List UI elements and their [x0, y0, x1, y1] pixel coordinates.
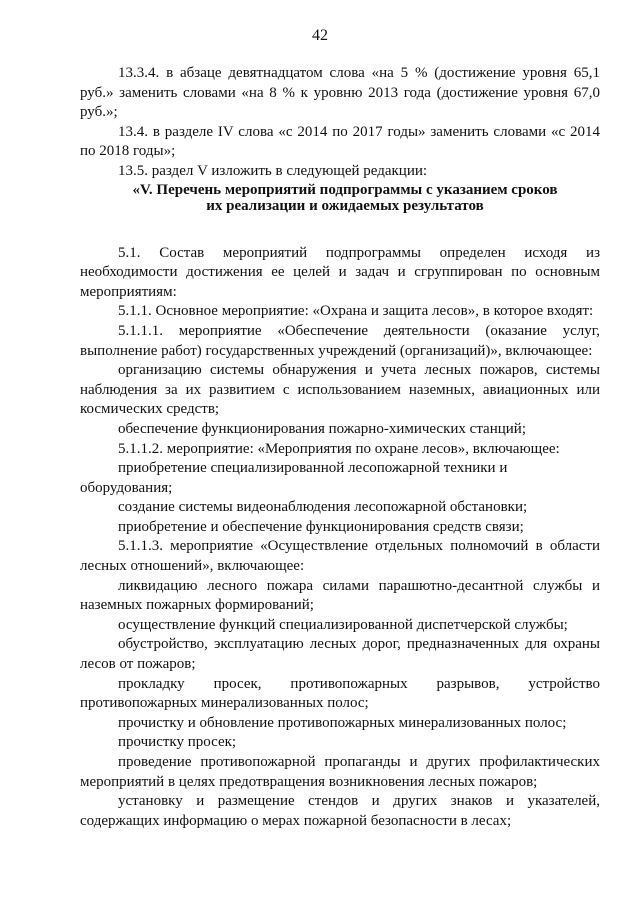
paragraph-5-1-1-1: 5.1.1.1. мероприятие «Обеспечение деятельности (оказание услуг, выполнение работ) государственных учреждений (организаций)», включающее: — [80, 322, 600, 359]
section-heading — [80, 182, 600, 214]
paragraph-5-1-1: 5.1.1. Основное мероприятие: «Охрана и защита лесов», в которое входят: — [118, 303, 594, 320]
list-item-detection-system: организацию системы обнаружения и учета лесных пожаров, системы наблюдения за их развитием с использованием наземных, авиационных или космических средств; — [80, 362, 600, 418]
paragraph-13-3-4: 13.3.4. в абзаце девятнадцатом слова «на 5 % (достижение уровня 65,1 руб.» заменить словами «на 8 % к уровню 2013 года (достижение уровня 67,0 руб.»; — [80, 65, 600, 121]
list-item-video-surveillance: создание системы видеонаблюдения лесопожарной обстановки; — [118, 499, 528, 516]
paragraph-5-1-1-2: 5.1.1.2. мероприятие: «Мероприятия по охране лесов», включающее: — [118, 440, 560, 457]
list-item-communication-means: приобретение и обеспечение функционирования средств связи; — [118, 518, 524, 535]
list-item-clearing-cleaning: прочистку просек; — [118, 734, 237, 751]
list-item-clearings-firebreaks: прокладку просек, противопожарных разрывов, устройство противопожарных минерализованных полос; — [80, 675, 600, 712]
list-item-stands-and-signs: установку и размещение стендов и других знаков и указателей, содержащих информацию о мерах пожарной безопасности в лесах; — [80, 793, 600, 829]
list-item-fire-chemical-stations: обеспечение функционирования пожарно-химических станций; — [118, 420, 526, 437]
list-item-fire-propaganda: проведение противопожарной пропаганды и других профилактических мероприятий в целях предотвращения возникновения лесных пожаров; — [80, 754, 600, 790]
list-item-equipment-purchase: приобретение специализированной лесопожарной техники и оборудования; — [80, 460, 508, 496]
section-heading-line-2: их реализации и ожидаемых результатов — [206, 197, 484, 214]
paragraph-5-1-1-3: 5.1.1.3. мероприятие «Осуществление отдельных полномочий в области лесных отношений», включающее: — [80, 538, 600, 575]
page-number: 42 — [312, 27, 328, 44]
list-item-fire-liquidation: ликвидацию лесного пожара силами парашютно-десантной службы и наземных пожарных формирований; — [80, 577, 600, 614]
paragraph-13-4: 13.4. в разделе IV слова «с 2014 по 2017 годы» заменить словами «с 2014 по 2018 годы»; — [80, 123, 600, 160]
spacer — [80, 214, 600, 244]
list-item-strip-renewal: прочистку и обновление противопожарных минерализованных полос; — [118, 714, 567, 731]
list-item-dispatch-service: осуществление функций специализированной диспетчерской службы; — [118, 616, 568, 633]
paragraph-5-1: 5.1. Состав мероприятий подпрограммы определен исходя из необходимости достижения ее целей и задач и сгруппирован по основным мероприятиям: — [80, 244, 600, 300]
list-item-forest-roads: обустройство, эксплуатацию лесных дорог, предназначенных для охраны лесов от пожаров; — [80, 636, 600, 673]
paragraph-13-5: 13.5. раздел V изложить в следующей редакции: — [118, 162, 428, 179]
document-body — [80, 64, 600, 831]
section-heading-line-1: «V. Перечень мероприятий подпрограммы с указанием сроков — [132, 181, 558, 198]
